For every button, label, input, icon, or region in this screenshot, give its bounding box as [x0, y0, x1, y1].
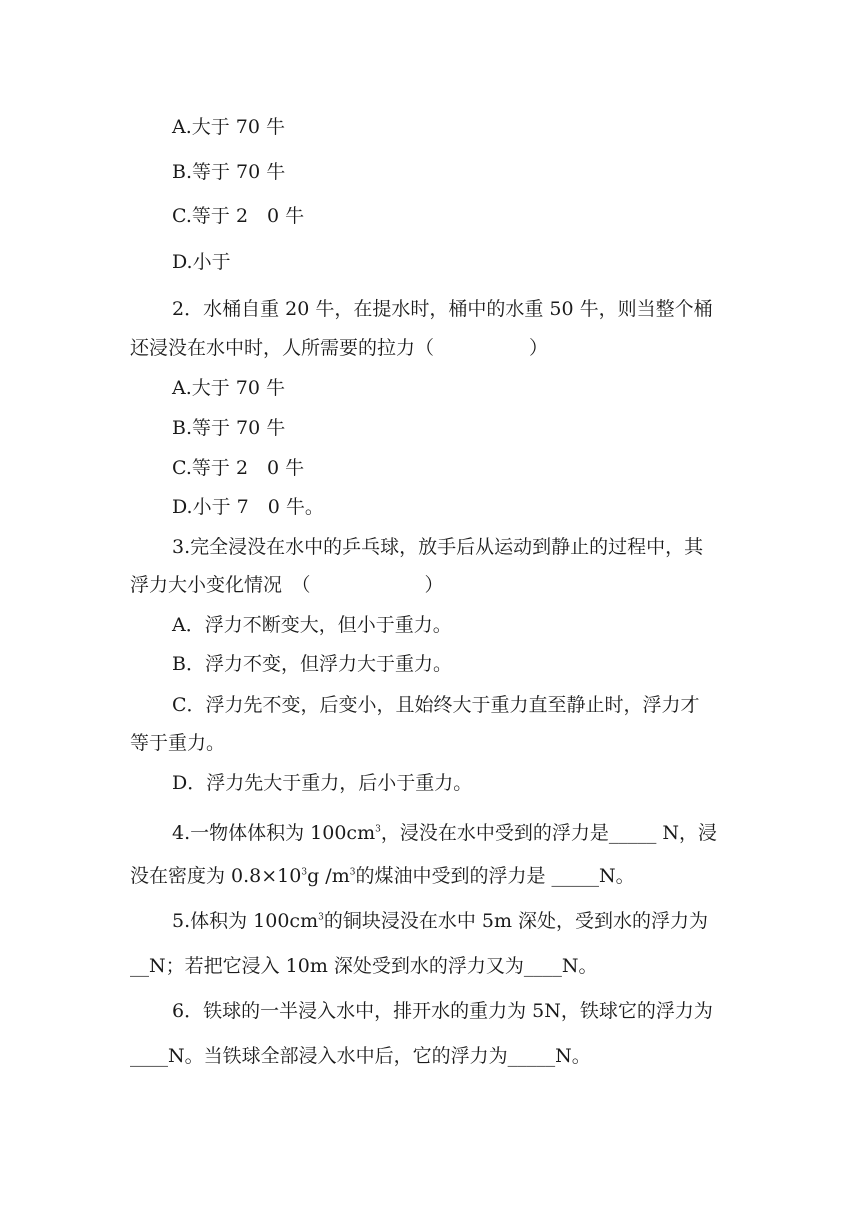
q1-option-c: C.等于 2 0 牛 — [172, 205, 305, 227]
q4-line1 — [172, 821, 717, 845]
q6-line2: ____N。当铁球全部浸入水中后，它的浮力为_____N。 — [130, 1045, 591, 1067]
q3-option-b: B．浮力不变，但浮力大于重力。 — [172, 653, 452, 675]
q4-text-2a: 没在密度为 0.8×10 — [130, 865, 302, 887]
q5-text-1b: 的铜块浸没在水中 5m 深处，受到水的浮力为 — [323, 910, 709, 932]
q4-line2 — [130, 864, 635, 888]
q4-superscript-1: 3 — [375, 824, 381, 835]
q4-text-1b: ，浸没在水中受到的浮力是_____ N，浸 — [380, 822, 717, 844]
q4-text-2b: g /m — [307, 865, 350, 887]
q2-option-a: A.大于 70 牛 — [172, 377, 286, 399]
q4-superscript-3: 3 — [349, 867, 356, 878]
q3-option-d: D．浮力先大于重力，后小于重力。 — [172, 772, 473, 794]
q2-stem-line2: 还浸没在水中时，人所需要的拉力（ ） — [130, 337, 549, 359]
q4-text-2c: 的煤油中受到的浮力是 _____N。 — [355, 865, 635, 887]
q4-text-1a: 4.一物体体积为 100cm — [172, 822, 376, 844]
q3-option-c-line2: 等于重力。 — [130, 732, 226, 754]
q2-option-d: D.小于 7 0 牛。 — [172, 496, 324, 518]
q4-superscript-2: 3 — [301, 867, 308, 878]
q5-text-1a: 5.体积为 100cm — [172, 910, 319, 932]
q1-option-d: D.小于 — [172, 251, 231, 273]
q2-stem-line1: 2．水桶自重 20 牛，在提水时，桶中的水重 50 牛，则当整个桶 — [172, 298, 713, 320]
q3-stem-line1: 3.完全浸没在水中的乒乓球，放手后从运动到静止的过程中，其 — [172, 536, 704, 558]
q1-option-b: B.等于 70 牛 — [172, 161, 286, 183]
q3-stem-line2: 浮力大小变化情况 （ ） — [130, 574, 444, 596]
q6-line1: 6．铁球的一半浸入水中，排开水的重力为 5N，铁球它的浮力为 — [172, 1000, 713, 1022]
q2-option-b: B.等于 70 牛 — [172, 417, 286, 439]
q5-superscript: 3 — [318, 912, 324, 923]
q2-option-c: C.等于 2 0 牛 — [172, 457, 305, 479]
q3-option-c-line1: C．浮力先不变，后变小，且始终大于重力直至静止时，浮力才 — [172, 694, 700, 716]
q5-line1 — [172, 909, 708, 933]
q1-option-a: A.大于 70 牛 — [172, 116, 286, 138]
q5-line2: __N；若把它浸入 10m 深处受到水的浮力又为____N。 — [130, 955, 598, 977]
q3-option-a: A．浮力不断变大，但小于重力。 — [172, 614, 452, 636]
